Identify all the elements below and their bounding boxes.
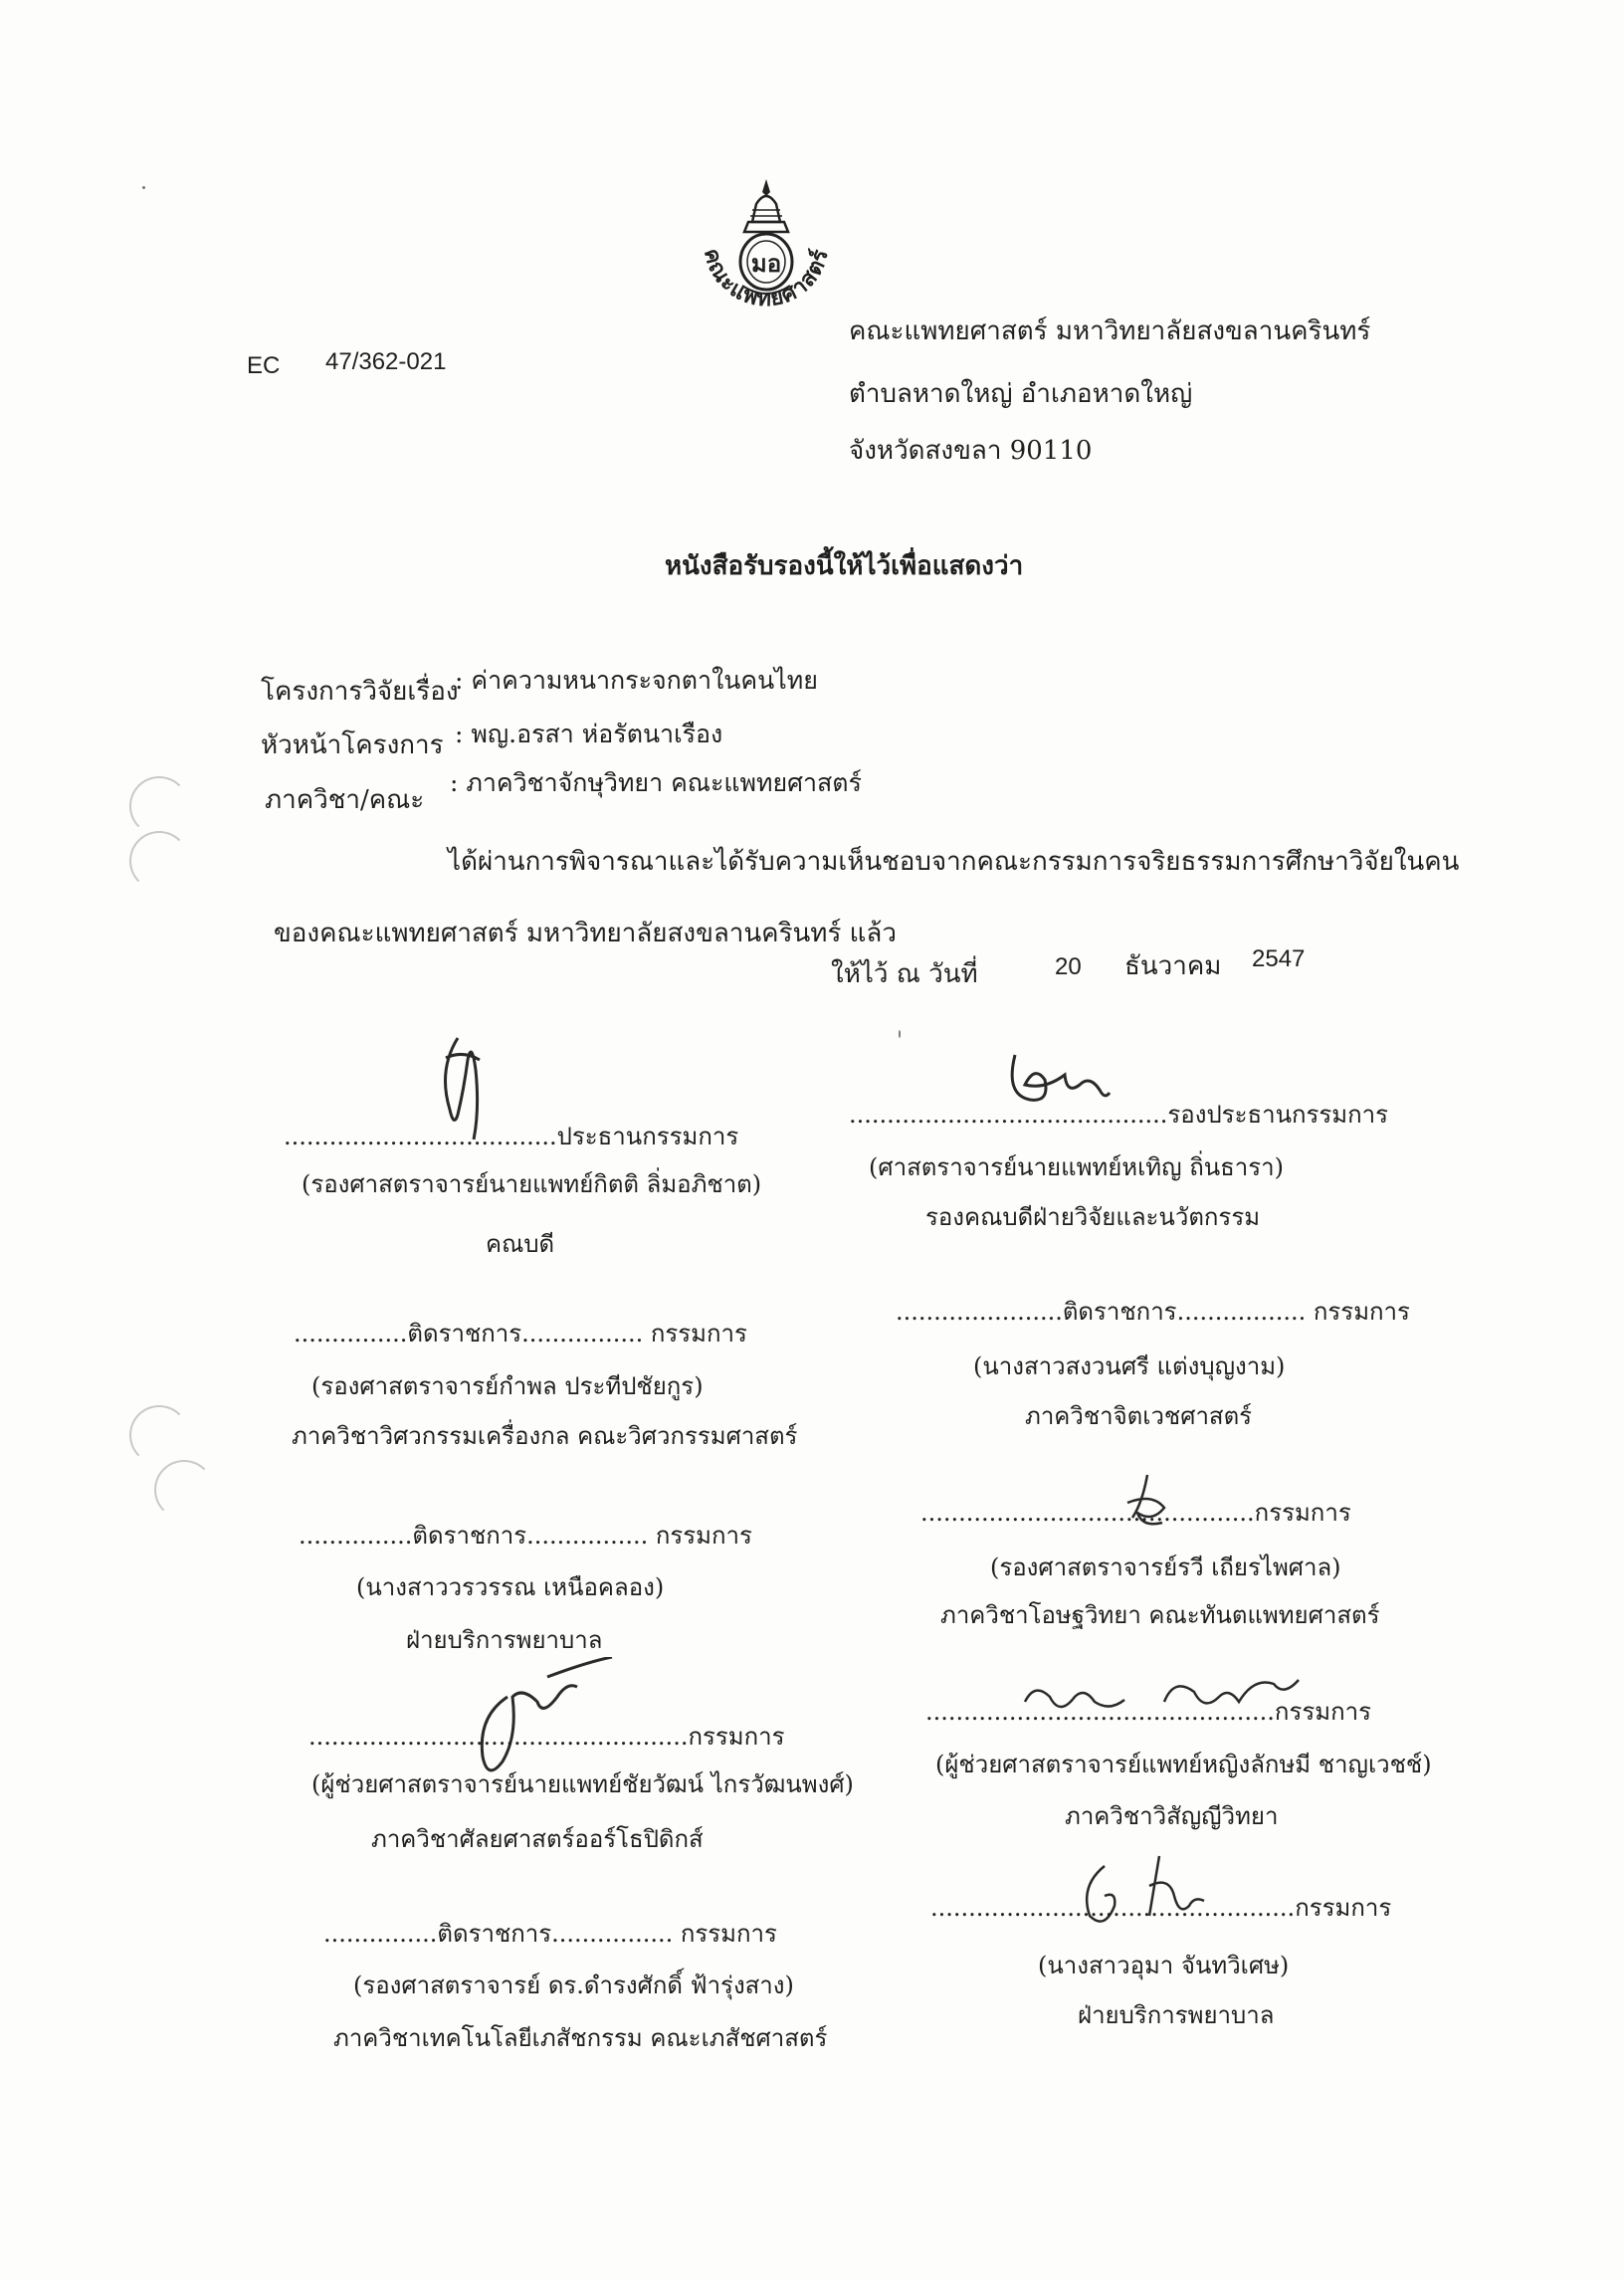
signatory-name: (ศาสตราจารย์นายแพทย์หเทิญ ถิ่นธารา) [869,1153,1284,1181]
project-title-label: โครงการวิจัยเรื่อง [261,677,459,707]
signatory-name: (ผู้ช่วยศาสตราจารย์นายแพทย์ชัยวัฒน์ ไกรวัฒนพงศ์) [311,1770,854,1798]
address-line: จังหวัดสงขลา 90110 [849,436,1093,466]
project-lead-value: : พญ.อรสา ห่อรัตนาเรือง [455,720,723,748]
signature-line: ...............ติดราชการ................ กรรมการ [294,1320,747,1347]
department-value: : ภาควิชาจักษุวิทยา คณะแพทยศาสตร์ [450,768,862,797]
signatory-title: ภาควิชาวิสัญญีวิทยา [1065,1802,1279,1830]
address-line: ตำบลหาดใหญ่ อำเภอหาดใหญ่ [849,379,1193,409]
punch-hole-mark [129,831,189,891]
signatory-name: (รองศาสตราจารย์ ดร.ดำรงศักดิ์ ฟ้ารุ่งสาง) [353,1971,794,1999]
signatory-name: (นางสาววรวรรณ เหนือคลอง) [356,1573,665,1601]
signatory-name: (รองศาสตราจารย์นายแพทย์กิตติ ลิ่มอภิชาต) [302,1170,762,1198]
date-month: ธันวาคม [1124,951,1222,981]
approval-text-line-2: ของคณะแพทยศาสตร์ มหาวิทยาลัยสงขลานครินทร์ แล้ว [274,919,897,948]
signatory-title: ฝ่ายบริการพยาบาล [406,1626,603,1654]
signatory-title: รองคณบดีฝ่ายวิจัยและนวัตกรรม [925,1203,1261,1231]
signature-line: ...............ติดราชการ................ กรรมการ [323,1920,777,1948]
signatory-title: ภาควิชาวิศวกรรมเครื่องกล คณะวิศวกรรมศาสตร์ [292,1422,798,1450]
ec-number: 47/362-021 [325,348,447,375]
signatory-title: ภาควิชาเทคโนโลยีเภสัชกรรม คณะเภสัชศาสตร์ [333,2024,828,2052]
signature-line: ......................ติดราชการ................. กรรมการ [896,1298,1410,1326]
seal-emblem-icon [687,174,846,333]
ec-label: EC [247,352,281,379]
scan-speck [899,1030,901,1038]
signature-line: ....................................ประธานกรรมการ [284,1123,739,1150]
project-lead-label: หัวหน้าโครงการ [261,730,444,760]
signature-line: ............................................กรรมการ [920,1499,1351,1527]
date-year: 2547 [1252,945,1306,972]
signatory-title: ภาควิชาโอษฐวิทยา คณะทันตแพทยศาสตร์ [940,1601,1380,1629]
seal-text: คณะแพทยศาสตร์ [699,246,834,312]
punch-hole-mark [129,1405,189,1465]
department-label: ภาควิชา/คณะ [265,785,425,815]
signature-line: ..................................................กรรมการ [308,1723,785,1751]
punch-hole-mark [154,1460,214,1520]
signatory-name: (นางสาวสงวนศรี แต่งบุญงาม) [973,1352,1286,1380]
date-prefix: ให้ไว้ ณ วันที่ [831,959,978,989]
faculty-seal [687,174,846,333]
approval-text-line-1: ได้ผ่านการพิจารณาและได้รับความเห็นชอบจากคณะกรรมการจริยธรรมการศึกษาวิจัยในคน [448,847,1460,877]
punch-hole-mark [129,776,189,836]
svg-text:มอ: มอ [750,250,782,278]
scan-speck [142,186,145,189]
signatory-title: คณบดี [486,1230,555,1258]
certificate-title: หนังสือรับรองนี้ให้ไว้เพื่อแสดงว่า [665,551,1024,581]
address-line: คณะแพทยศาสตร์ มหาวิทยาลัยสงขลานครินทร์ [849,316,1371,346]
signatory-name: (รองศาสตราจารย์กำพล ประทีปชัยกูร) [311,1372,704,1400]
signatory-title: ภาควิชาจิตเวชศาสตร์ [1025,1402,1253,1430]
signature-line: ...............ติดราชการ................ กรรมการ [299,1522,752,1550]
date-day: 20 [1055,953,1082,980]
signatory-name: (ผู้ช่วยศาสตราจารย์แพทย์หญิงลักษมี ชาญเวชช์) [935,1751,1432,1778]
signatory-title: ฝ่ายบริการพยาบาล [1078,2001,1275,2029]
signature-line: ..............................................กรรมการ [925,1698,1371,1726]
signature-line: ..........................................รองประธานกรรมการ [849,1101,1389,1129]
signatory-name: (รองศาสตราจารย์รวี เถียรไพศาล) [990,1554,1341,1581]
signature-line: ................................................กรรมการ [930,1894,1392,1922]
signatory-title: ภาควิชาศัลยศาสตร์ออร์โธปิดิกส์ [371,1825,704,1853]
project-title-value: : ค่าความหนากระจกตาในคนไทย [455,666,818,695]
signatory-name: (นางสาวอุมา จันทวิเศษ) [1038,1952,1290,1979]
